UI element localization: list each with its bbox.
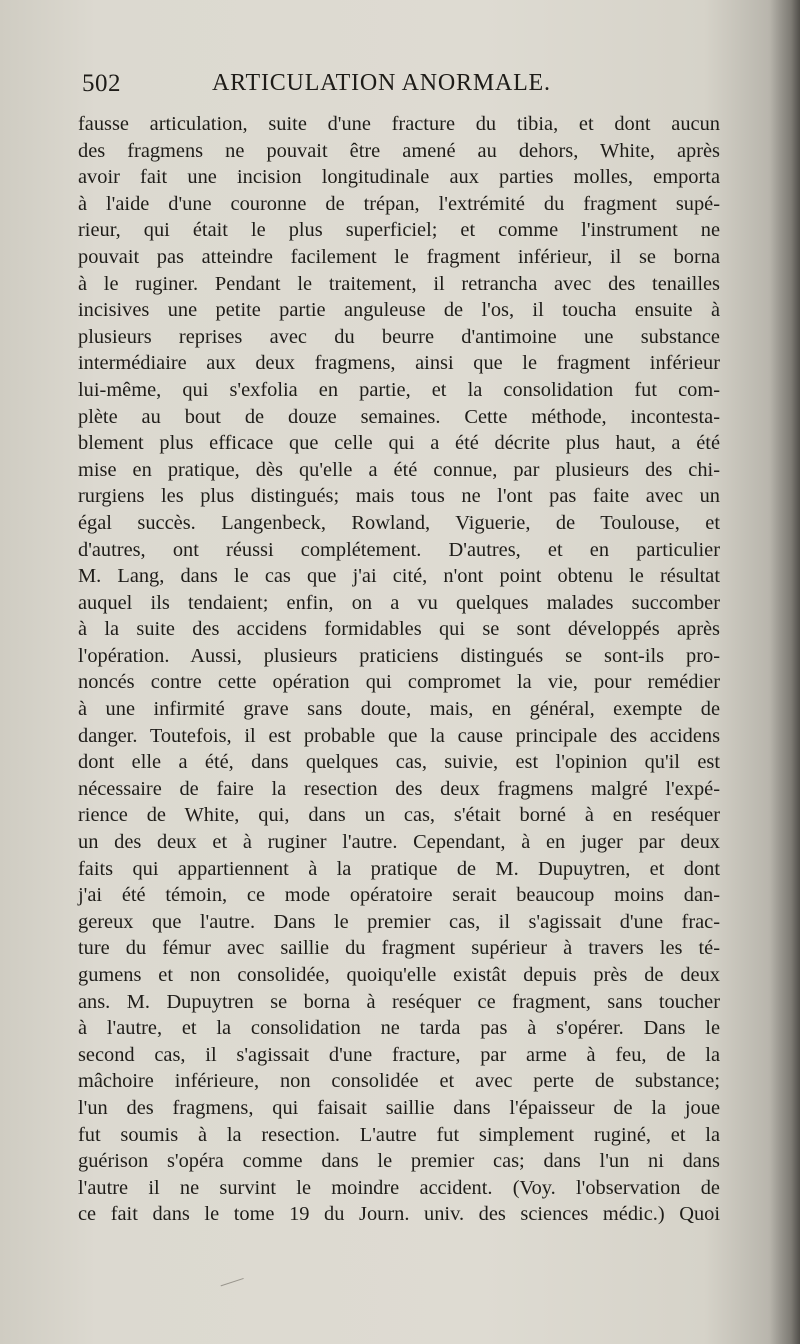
body-text bbox=[78, 111, 720, 1228]
text-line: ce fait dans le tome 19 du Journ. univ. des sciences médic.) Quoi bbox=[78, 1203, 720, 1226]
page-number: 502 bbox=[82, 70, 121, 97]
text-line: mâchoire inférieure, non consolidée et avec perte de substance; bbox=[78, 1070, 720, 1093]
text-line: intermédiaire aux deux fragmens, ainsi que le fragment inférieur bbox=[78, 352, 720, 375]
text-line: blement plus efficace que celle qui a été décrite plus haut, a été bbox=[78, 432, 720, 455]
text-line: fausse articulation, suite d'une fracture du tibia, et dont aucun bbox=[78, 113, 720, 135]
text-line: à la suite des accidens formidables qui se sont développés après bbox=[78, 618, 720, 641]
text-line: gumens et non consolidée, quoiqu'elle existât depuis près de deux bbox=[78, 964, 720, 986]
running-title: ARTICULATION ANORMALE. bbox=[212, 70, 551, 96]
text-line: danger. Toutefois, il est probable que la cause principale des accidens bbox=[78, 724, 720, 747]
text-line: plusieurs reprises avec du beurre d'antimoine une substance bbox=[78, 325, 720, 348]
page-header bbox=[82, 70, 722, 110]
text-line: plète au bout de douze semaines. Cette méthode, incontesta- bbox=[78, 405, 720, 428]
text-line: auquel ils tendaient; enfin, on a vu quelques malades succomber bbox=[78, 591, 720, 614]
text-line: incisives une petite partie anguleuse de l'os, il toucha ensuite à bbox=[78, 299, 720, 322]
text-line: à l'autre, et la consolidation ne tarda pas à s'opérer. Dans le bbox=[78, 1017, 720, 1040]
text-line: l'opération. Aussi, plusieurs praticiens distingués se sont-ils pro- bbox=[78, 644, 720, 667]
text-line: M. Lang, dans le cas que j'ai cité, n'ont point obtenu le résultat bbox=[78, 565, 720, 588]
text-line: pouvait pas atteindre facilement le fragment inférieur, il se borna bbox=[78, 245, 720, 268]
text-line: noncés contre cette opération qui compromet la vie, pour remédier bbox=[78, 671, 720, 694]
text-line: lui-même, qui s'exfolia en partie, et la consolidation fut com- bbox=[78, 378, 720, 401]
text-line: j'ai été témoin, ce mode opératoire serait beaucoup moins dan- bbox=[78, 884, 720, 907]
text-line: second cas, il s'agissait d'une fracture, par arme à feu, de la bbox=[78, 1043, 720, 1066]
text-line: dont elle a été, dans quelques cas, suivie, est l'opinion qu'il est bbox=[78, 751, 720, 774]
text-line: nécessaire de faire la resection des deux fragmens malgré l'expé- bbox=[78, 777, 720, 800]
text-line: fut soumis à la resection. L'autre fut simplement ruginé, et la bbox=[78, 1123, 720, 1146]
text-line: faits qui appartiennent à la pratique de M. Dupuytren, et dont bbox=[78, 857, 720, 880]
text-line: à une infirmité grave sans doute, mais, en général, exempte de bbox=[78, 698, 720, 721]
text-line: l'autre il ne survint le moindre accident. (Voy. l'observation de bbox=[78, 1176, 720, 1199]
text-line: d'autres, ont réussi complétement. D'autres, et en particulier bbox=[78, 538, 720, 561]
text-line: avoir fait une incision longitudinale aux parties molles, emporta bbox=[78, 166, 720, 189]
text-line: rieur, qui était le plus superficiel; et comme l'instrument ne bbox=[78, 219, 720, 242]
text-line: un des deux et à ruginer l'autre. Cependant, à en juger par deux bbox=[78, 831, 720, 854]
text-line: à l'aide d'une couronne de trépan, l'extrémité du fragment supé- bbox=[78, 192, 720, 215]
text-line: à le ruginer. Pendant le traitement, il retrancha avec des tenailles bbox=[78, 272, 720, 295]
text-line: des fragmens ne pouvait être amené au dehors, White, après bbox=[78, 139, 720, 162]
text-line: ture du fémur avec saillie du fragment supérieur à travers les té- bbox=[78, 937, 720, 960]
text-line: rurgiens les plus distingués; mais tous ne l'ont pas faite avec un bbox=[78, 485, 720, 508]
text-line: mise en pratique, dès qu'elle a été connue, par plusieurs des chi- bbox=[78, 458, 720, 481]
text-line: gereux que l'autre. Dans le premier cas, il s'agissait d'une frac- bbox=[78, 910, 720, 933]
text-line: guérison s'opéra comme dans le premier cas; dans l'un ni dans bbox=[78, 1150, 720, 1173]
ink-mark bbox=[216, 1265, 243, 1287]
text-line: égal succès. Langenbeck, Rowland, Viguerie, de Toulouse, et bbox=[78, 511, 720, 534]
text-line: ans. M. Dupuytren se borna à reséquer ce fragment, sans toucher bbox=[78, 990, 720, 1013]
text-line: l'un des fragmens, qui faisait saillie dans l'épaisseur de la joue bbox=[78, 1096, 720, 1119]
text-line: rience de White, qui, dans un cas, s'était borné à en reséquer bbox=[78, 804, 720, 827]
